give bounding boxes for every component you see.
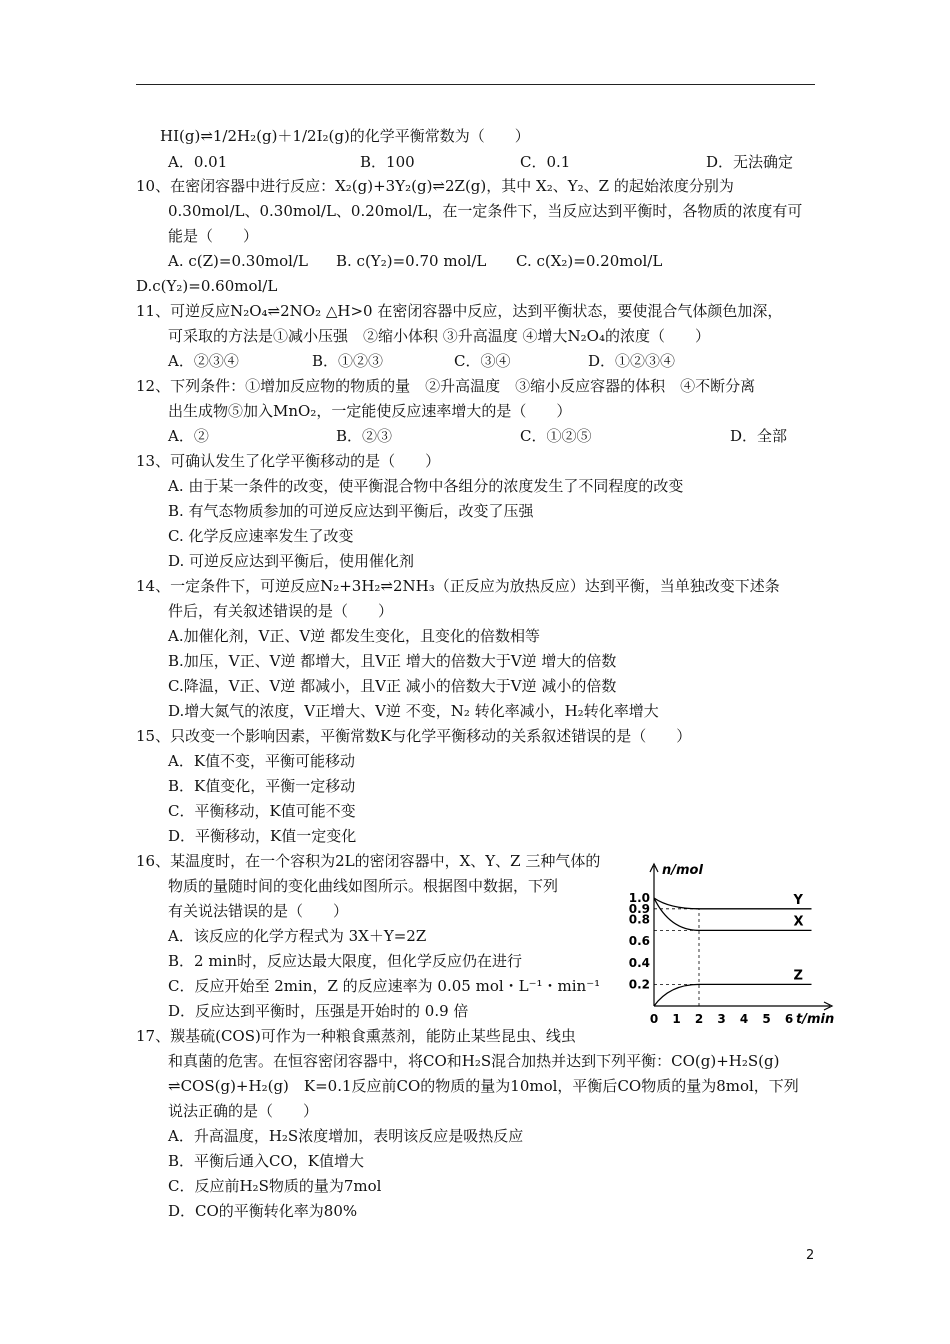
q10-option-d: D.c(Y₂)=0.60mol/L <box>136 277 278 295</box>
q14-option-d: D.增大氮气的浓度，V正增大、V逆 不变，N₂ 转化率减小，H₂转化率增大 <box>168 702 659 720</box>
series-line-z <box>654 984 812 1006</box>
y-tick-label: 0.6 <box>628 934 650 949</box>
x-tick-label: 1 <box>672 1012 681 1026</box>
q12-line2: 出生成物⑤加入MnO₂，一定能使反应速率增大的是（ ） <box>168 402 572 420</box>
x-tick-label: 3 <box>717 1012 726 1026</box>
q17-option-a: A．升高温度，H₂S浓度增加，表明该反应是吸热反应 <box>168 1127 524 1145</box>
q9-stem: HI(g)⇌1/2H₂(g)＋1/2I₂(g)的化学平衡常数为（ ） <box>160 127 530 145</box>
q14-option-b: B.加压，V正、V逆 都增大，且V正 增大的倍数大于V逆 增大的倍数 <box>168 652 617 670</box>
q15-option-a: A．K值不变，平衡可能移动 <box>168 752 356 770</box>
q16-line1: 16、某温度时，在一个容积为2L的密闭容器中，X、Y、Z 三种气体的 <box>136 852 601 870</box>
y-axis-label: n/mol <box>662 863 703 878</box>
q11-option-b: B．①②③ <box>312 352 384 370</box>
x-tick-label: 0 <box>649 1012 659 1026</box>
q11-line2: 可采取的方法是①减小压强 ②缩小体积 ③升高温度 ④增大N₂O₄的浓度（ ） <box>168 327 710 345</box>
q14-option-c: C.降温，V正、V逆 都减小，且V正 减小的倍数大于V逆 减小的倍数 <box>168 677 617 695</box>
q9-option-a: A．0.01 <box>168 153 228 171</box>
q17-option-b: B．平衡后通入CO，K值增大 <box>168 1152 365 1170</box>
q17-option-d: D．CO的平衡转化率为80% <box>168 1202 358 1220</box>
x-tick-label: 4 <box>739 1012 749 1026</box>
q10-line1: 10、在密闭容器中进行反应：X₂(g)+3Y₂(g)⇌2Z(g)，其中 X₂、Y₂、Z 的起始浓度分别为 <box>136 177 734 195</box>
page-number: 2 <box>806 1248 815 1263</box>
q11-option-a: A．②③④ <box>168 352 239 370</box>
q10-option-c: C. c(X₂)=0.20mol/L <box>516 252 663 270</box>
q14-line1: 14、一定条件下，可逆反应N₂+3H₂⇌2NH₃（正反应为放热反应）达到平衡，当单独改变下述条 <box>136 577 780 595</box>
q15-option-c: C．平衡移动，K值可能不变 <box>168 802 356 820</box>
q12-option-b: B．②③ <box>336 427 393 445</box>
q15-line1: 15、只改变一个影响因素，平衡常数K与化学平衡移动的关系叙述错误的是（ ） <box>136 727 692 745</box>
q13-option-b: B. 有气态物质参加的可逆反应达到平衡后，改变了压强 <box>168 502 534 520</box>
q14-line2: 件后，有关叙述错误的是（ ） <box>168 602 394 620</box>
q12-option-d: D．全部 <box>730 427 788 445</box>
q16-option-b: B．2 min时，反应达最大限度，但化学反应仍在进行 <box>168 952 523 970</box>
q17-line2: 和真菌的危害。在恒容密闭容器中，将CO和H₂S混合加热并达到下列平衡：CO(g)+H₂S(g) <box>168 1052 780 1070</box>
x-axis-label: t/min <box>796 1012 835 1027</box>
q12-option-c: C．①②⑤ <box>520 427 592 445</box>
q9-option-b: B．100 <box>360 153 415 171</box>
x-tick-label: 6 <box>784 1012 794 1026</box>
q16-line3: 有关说法错误的是（ ） <box>168 902 349 920</box>
x-tick-label: 5 <box>762 1012 771 1026</box>
y-tick-label: 0.4 <box>628 955 650 970</box>
q9-option-c: C．0.1 <box>520 153 571 171</box>
q13-option-a: A. 由于某一条件的改变，使平衡混合物中各组分的浓度发生了不同程度的改变 <box>168 477 684 495</box>
q17-line1: 17、羰基硫(COS)可作为一种粮食熏蒸剂，能防止某些昆虫、线虫 <box>136 1027 576 1045</box>
q15-option-d: D．平衡移动，K值一定变化 <box>168 827 357 845</box>
q12-option-a: A．② <box>168 427 209 445</box>
q9-option-d: D．无法确定 <box>706 153 794 171</box>
q17-option-c: C．反应前H₂S物质的量为7mol <box>168 1177 382 1195</box>
series-line-x <box>654 898 812 930</box>
y-tick-label: 0.9 <box>628 901 650 916</box>
q16-option-a: A．该反应的化学方程式为 3X＋Y=2Z <box>168 927 427 945</box>
q16-option-d: D．反应达到平衡时，压强是开始时的 0.9 倍 <box>168 1002 469 1020</box>
series-label-z: Z <box>793 968 803 984</box>
q10-line2: 0.30mol/L、0.30mol/L、0.20mol/L，在一定条件下，当反应达到平衡时，各物质的浓度有可 <box>168 202 803 220</box>
q10-option-a: A. c(Z)=0.30mol/L <box>168 252 308 270</box>
q16-line2: 物质的量随时间的变化曲线如图所示。根据图中数据，下列 <box>168 877 559 895</box>
y-tick-label: 1.0 <box>628 891 650 905</box>
q11-line1: 11、可逆反应N₂O₄⇌2NO₂ △H>0 在密闭容器中反应，达到平衡状态，要使混合气体颜色加深， <box>136 302 783 320</box>
q17-line3: ⇌COS(g)+H₂(g) K=0.1反应前CO的物质的量为10mol，平衡后CO物质的量为8mol，下列 <box>168 1077 799 1095</box>
q15-option-b: B．K值变化，平衡一定移动 <box>168 777 356 795</box>
q10-line3: 能是（ ） <box>168 227 259 245</box>
q16-chart <box>620 856 842 1032</box>
q10-option-b: B. c(Y₂)=0.70 mol/L <box>336 252 487 270</box>
series-label-x: X <box>793 914 804 930</box>
series-label-y: Y <box>793 892 803 908</box>
q13-option-c: C. 化学反应速率发生了改变 <box>168 527 354 545</box>
q13-option-d: D. 可逆反应达到平衡后，使用催化剂 <box>168 552 415 570</box>
header-rule <box>136 84 815 85</box>
q11-option-d: D．①②③④ <box>588 352 676 370</box>
x-tick-label: 2 <box>694 1012 704 1026</box>
q12-line1: 12、下列条件：①增加反应物的物质的量 ②升高温度 ③缩小反应容器的体积 ④不断分离 <box>136 377 756 395</box>
y-tick-label: 0.8 <box>628 912 650 927</box>
y-tick-label: 0.2 <box>628 977 650 992</box>
q11-option-c: C．③④ <box>454 352 511 370</box>
q14-option-a: A.加催化剂，V正、V逆 都发生变化，且变化的倍数相等 <box>168 627 541 645</box>
series-line-y <box>654 898 812 909</box>
q16-option-c: C．反应开始至 2min，Z 的反应速率为 0.05 mol・L⁻¹・min⁻¹ <box>168 977 601 995</box>
q17-line4: 说法正确的是（ ） <box>168 1102 319 1120</box>
q13-line1: 13、可确认发生了化学平衡移动的是（ ） <box>136 452 441 470</box>
